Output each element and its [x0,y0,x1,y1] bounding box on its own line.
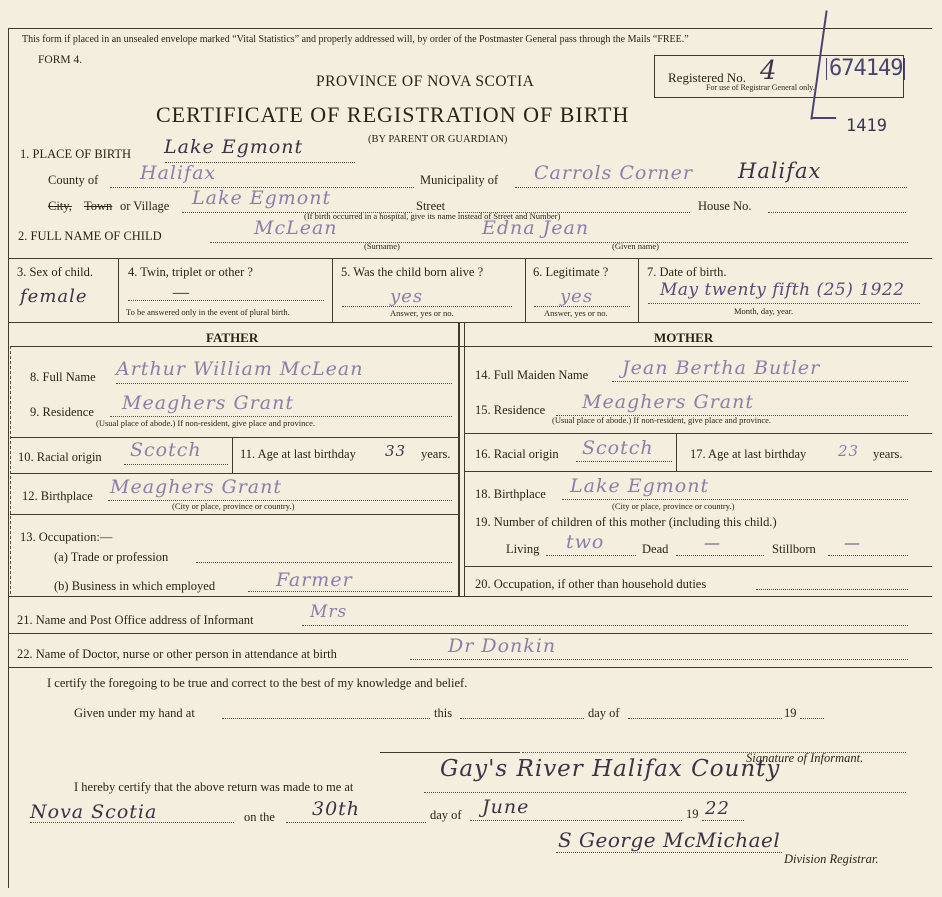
registrar-mark-horizontal [812,117,836,119]
registrar-year-prefix: 19 [686,807,699,821]
date-dots [648,303,920,304]
twin-value: — [172,282,191,303]
certify-statement: I certify the foregoing to be true and correct to the best of my knowledge and belief. [47,676,468,690]
father-residence-label: 9. Residence [30,405,94,419]
this-label: this [434,706,453,720]
mother-residence-value: Meaghers Grant [582,391,755,413]
father-occupation-top [10,514,458,515]
registrar-province-value: Nova Scotia [30,801,158,823]
city-word: City, [48,199,72,213]
sex-label: 3. Sex of child. [17,265,94,279]
legit-label: 6. Legitimate ? [533,265,609,279]
child-name-label: 2. FULL NAME OF CHILD [18,229,162,243]
row3-div-2 [332,258,333,322]
child-given-value: Edna Jean [482,217,590,239]
mother-racial-value: Scotch [582,437,654,459]
mother-occupation-top [464,566,932,567]
informant-signature-line [380,752,520,753]
father-residence-note: (Usual place of abode.) If non-resident, give place and province. [96,418,316,428]
business-dots [248,591,452,592]
registrar-month-dots [470,820,682,821]
street-note: (If birth occurred in a hospital, give its name instead of Street and Number) [304,211,561,221]
place-of-birth-value: Lake Egmont [164,136,304,158]
doctor-dots [410,659,908,660]
county-value: Halifax [140,162,217,184]
legit-value: yes [560,286,594,307]
mother-age-divider [676,433,677,471]
trade-label: (a) Trade or profession [54,550,169,564]
registrar-day-value: 30th [312,798,361,820]
heading-rule [10,346,932,347]
business-label: (b) Business in which employed [54,579,216,593]
mother-racial-bottom [464,471,932,472]
doctor-label: 22. Name of Doctor, nurse or other person in attendance at birth [17,647,337,661]
informant-dots [302,625,908,626]
mother-occupation-label: 20. Occupation, if other than household duties [475,577,707,591]
dead-label: Dead [642,542,669,556]
legit-dots [534,306,630,307]
on-the-label: on the [244,810,275,824]
mother-birthplace-label: 18. Birthplace [475,487,546,501]
registrar-place-dots [424,792,906,793]
municipality-value: Carrols Corner [534,162,693,184]
registrar-statement: I hereby certify that the above return was made to me at [74,780,354,794]
alive-value: yes [390,286,424,307]
row3-top-rule [8,258,932,259]
mother-years: years. [873,447,903,461]
given-note: (Given name) [612,241,659,251]
stillborn-dots [828,555,908,556]
father-name-label: 8. Full Name [30,370,96,384]
municipality-dots [515,187,907,188]
registrar-signature: S George McMichael [558,828,781,852]
given-year-dots [800,718,824,719]
date-label: 7. Date of birth. [647,265,727,279]
legit-note: Answer, yes or no. [544,308,608,318]
twin-label: 4. Twin, triplet or other ? [128,265,253,279]
top-border [8,28,932,29]
registrar-year-dots [702,820,744,821]
row3-bottom-rule [8,322,932,323]
registrar-day-dots [286,822,426,823]
registrar-day-of: day of [430,808,462,822]
father-racial-bottom [10,473,458,474]
postal-notice: This form if placed in an unsealed envelope marked “Vital Statistics” and properly addressed will, by order of the Postmaster General pass through the Mails “FREE.” [22,34,689,45]
left-border [8,28,9,888]
sex-value: female [20,286,88,307]
father-residence-dots [110,416,452,417]
registered-value: 4 [760,56,778,86]
father-racial-dots [124,464,228,465]
registrar-year-value: 22 [705,798,730,819]
registration-stamp: 674149 [826,58,905,80]
given-place-dots [222,718,430,719]
mother-occupation-dots [756,589,908,590]
municipality-extra: Halifax [738,159,822,183]
registrar-month-value: June [482,796,530,818]
father-age-value: 33 [385,442,407,460]
registered-label: Registered No. [668,70,746,85]
or-village-label: or Village [120,199,170,213]
this-dots [460,718,584,719]
street-label: Street [416,199,446,213]
dead-value: — [704,533,721,552]
mother-name-label: 14. Full Maiden Name [475,368,589,382]
given-year-prefix: 19 [784,706,797,720]
business-value: Farmer [276,569,353,591]
mother-age-label: 17. Age at last birthday [690,447,807,461]
dead-dots [676,555,764,556]
child-surname-value: McLean [254,217,338,239]
date-value: May twenty fifth (25) 1922 [660,280,905,300]
house-dots [768,212,906,213]
mother-birthplace-value: Lake Egmont [570,475,710,497]
row3-div-4 [638,258,639,322]
twin-dots [128,300,324,301]
given-day-of: day of [588,706,620,720]
registrar-place-value: Gay's River Halifax County [440,756,781,782]
house-no-label: House No. [698,199,752,213]
given-under-label: Given under my hand at [74,706,195,720]
informant-label: 21. Name and Post Office address of Informant [17,613,254,627]
village-value: Lake Egmont [192,187,332,209]
father-racial-top [10,437,458,438]
given-month-dots [628,718,782,719]
father-residence-value: Meaghers Grant [122,392,295,414]
mother-residence-note: (Usual place of abode.) If non-resident, give place and province. [552,415,772,425]
informant-top-rule [8,596,932,597]
informant-signature-caption: Signature of Informant. [746,751,864,765]
province-title: PROVINCE OF NOVA SCOTIA [316,73,535,90]
mother-residence-label: 15. Residence [475,403,546,417]
living-value: two [566,531,605,553]
mother-heading: MOTHER [654,330,714,345]
occupation-label: 13. Occupation:— [20,530,113,544]
registrar-province-dots [30,822,234,823]
living-dots [546,555,636,556]
father-birthplace-note: (City or place, province or country.) [172,501,295,511]
alive-dots [342,306,512,307]
certificate-subtitle: (BY PARENT OR GUARDIAN) [368,134,508,145]
trade-dots [196,562,452,563]
registrar-caption: Division Registrar. [784,852,879,866]
doctor-bottom-rule [8,667,932,668]
alive-label: 5. Was the child born alive ? [341,265,484,279]
row3-div-1 [118,258,119,322]
father-heading: FATHER [206,330,259,345]
registered-note: For use of Registrar General only. [706,83,815,92]
children-count-label: 19. Number of children of this mother (including this child.) [475,515,777,529]
place-of-birth-label: 1. PLACE OF BIRTH [20,147,132,161]
county-label: County of [48,173,99,187]
father-years: years. [421,447,451,461]
certificate-title: CERTIFICATE OF REGISTRATION OF BIRTH [156,102,630,127]
surname-note: (Surname) [364,241,400,251]
center-divider [458,322,460,596]
mother-birthplace-dots [562,499,908,500]
father-racial-label: 10. Racial origin [18,450,102,464]
date-note: Month, day, year. [734,306,794,316]
mother-birthplace-note: (City or place, province or country.) [612,501,735,511]
municipality-label: Municipality of [420,173,499,187]
father-birthplace-label: 12. Birthplace [22,489,93,503]
doctor-value: Dr Donkin [448,635,557,657]
stillborn-label: Stillborn [772,542,816,556]
stillborn-value: — [844,533,861,552]
living-label: Living [506,542,540,556]
informant-value: Mrs [310,602,348,622]
father-birthplace-value: Meaghers Grant [110,476,283,498]
inner-left-rule [10,346,11,594]
informant-bottom-rule [8,633,932,634]
father-name-value: Arthur William McLean [116,358,364,380]
row3-div-3 [525,258,526,322]
father-age-divider [232,437,233,473]
center-divider-inner [464,322,465,596]
mother-name-value: Jean Bertha Butler [622,357,821,379]
child-name-dots [210,242,908,243]
father-age-label: 11. Age at last birthday [240,447,356,461]
mother-name-dots [612,381,908,382]
town-word: Town [84,199,113,213]
mother-racial-label: 16. Racial origin [475,447,559,461]
registrar-signature-dots [556,852,782,853]
mother-age-value: 23 [838,442,860,460]
father-racial-value: Scotch [130,439,202,461]
alive-note: Answer, yes or no. [390,308,454,318]
twin-note: To be answered only in the event of plural birth. [126,307,290,317]
mother-racial-dots [576,461,672,462]
year-stamp: 1419 [846,116,887,136]
mother-racial-top [464,433,932,434]
form-number: FORM 4. [38,54,83,66]
father-name-dots [116,383,452,384]
